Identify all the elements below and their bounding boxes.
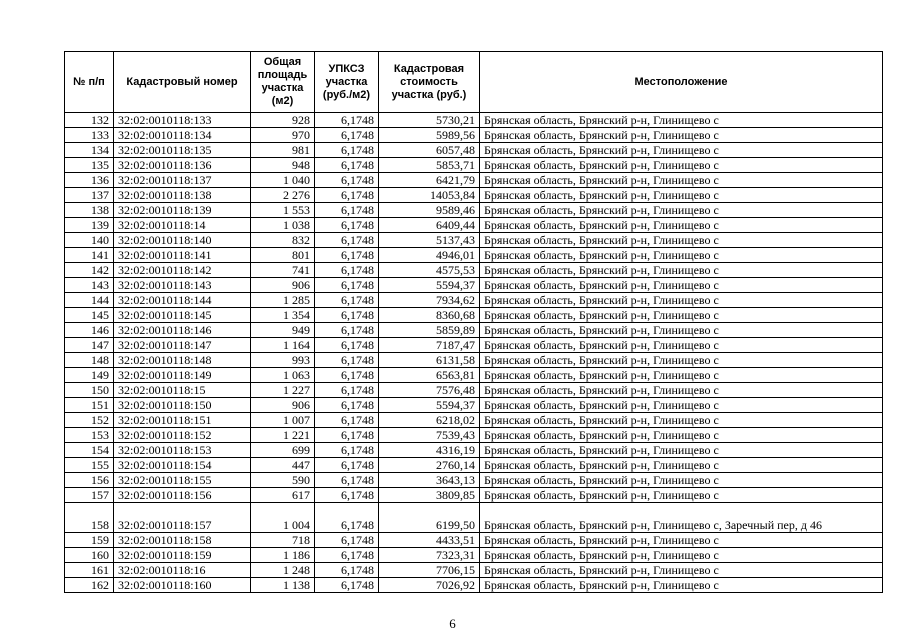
rate-value: 6,1748	[315, 548, 379, 563]
table-row	[65, 383, 883, 398]
area-value: 699	[251, 443, 315, 458]
cadastral-number: 32:02:0010118:155	[114, 473, 251, 488]
area-value: 948	[251, 158, 315, 173]
row-number: 151	[65, 398, 114, 413]
rate-value: 6,1748	[315, 338, 379, 353]
area-value: 801	[251, 248, 315, 263]
cadastral-cost: 6563,81	[379, 368, 480, 383]
row-number: 145	[65, 308, 114, 323]
table-row	[65, 203, 883, 218]
table-row	[65, 443, 883, 458]
table-row	[65, 353, 883, 368]
page-number: 6	[449, 616, 456, 631]
cadastral-cost: 5989,56	[379, 128, 480, 143]
cadastral-cost: 6057,48	[379, 143, 480, 158]
rate-value: 6,1748	[315, 278, 379, 293]
location-text: Брянская область, Брянский р-н, Глинищево с	[480, 233, 883, 248]
table-row	[65, 143, 883, 158]
cadastral-number: 32:02:0010118:141	[114, 248, 251, 263]
location-text: Брянская область, Брянский р-н, Глинищево с	[480, 113, 883, 128]
cadastral-cost: 6131,58	[379, 353, 480, 368]
cadastral-cost: 6199,50	[379, 503, 480, 533]
row-number: 148	[65, 353, 114, 368]
location-text: Брянская область, Брянский р-н, Глинищево с	[480, 308, 883, 323]
area-value: 617	[251, 488, 315, 503]
rate-value: 6,1748	[315, 203, 379, 218]
cadastral-number: 32:02:0010118:157	[114, 503, 251, 533]
location-text: Брянская область, Брянский р-н, Глинищево с	[480, 413, 883, 428]
table-row	[65, 473, 883, 488]
cadastral-number: 32:02:0010118:151	[114, 413, 251, 428]
cadastral-cost: 5853,71	[379, 158, 480, 173]
cadastral-cost: 5594,37	[379, 398, 480, 413]
rate-value: 6,1748	[315, 188, 379, 203]
cadastral-number: 32:02:0010118:158	[114, 533, 251, 548]
rate-value: 6,1748	[315, 143, 379, 158]
cadastral-cost: 4433,51	[379, 533, 480, 548]
rate-value: 6,1748	[315, 503, 379, 533]
row-number: 141	[65, 248, 114, 263]
cadastral-cost: 7323,31	[379, 548, 480, 563]
cadastral-cost: 7576,48	[379, 383, 480, 398]
location-text: Брянская область, Брянский р-н, Глинищево с	[480, 143, 883, 158]
cadastral-cost: 4946,01	[379, 248, 480, 263]
area-value: 993	[251, 353, 315, 368]
location-text: Брянская область, Брянский р-н, Глинищево с	[480, 323, 883, 338]
table-row	[65, 278, 883, 293]
location-text: Брянская область, Брянский р-н, Глинищево с	[480, 278, 883, 293]
area-value: 832	[251, 233, 315, 248]
table-row	[65, 368, 883, 383]
location-text: Брянская область, Брянский р-н, Глинищево с	[480, 353, 883, 368]
area-value: 949	[251, 323, 315, 338]
location-text: Брянская область, Брянский р-н, Глинищево с	[480, 218, 883, 233]
table-row	[65, 458, 883, 473]
cadastral-number: 32:02:0010118:138	[114, 188, 251, 203]
header-location: Местоположение	[480, 52, 883, 113]
rate-value: 6,1748	[315, 158, 379, 173]
rate-value: 6,1748	[315, 383, 379, 398]
cadastral-number: 32:02:0010118:154	[114, 458, 251, 473]
area-value: 1 248	[251, 563, 315, 578]
cadastral-number: 32:02:0010118:149	[114, 368, 251, 383]
header-area: Общая площадь участка (м2)	[251, 52, 315, 113]
rate-value: 6,1748	[315, 413, 379, 428]
cadastral-cost: 6421,79	[379, 173, 480, 188]
table-row	[65, 128, 883, 143]
location-text: Брянская область, Брянский р-н, Глинищево с	[480, 548, 883, 563]
cadastral-number: 32:02:0010118:152	[114, 428, 251, 443]
area-value: 718	[251, 533, 315, 548]
row-number: 136	[65, 173, 114, 188]
area-value: 970	[251, 128, 315, 143]
cadastral-cost: 5730,21	[379, 113, 480, 128]
area-value: 1 354	[251, 308, 315, 323]
area-value: 1 164	[251, 338, 315, 353]
location-text: Брянская область, Брянский р-н, Глинищево с	[480, 293, 883, 308]
table-header-row	[65, 52, 883, 113]
area-value: 906	[251, 278, 315, 293]
table-row	[65, 533, 883, 548]
row-number: 137	[65, 188, 114, 203]
row-number: 139	[65, 218, 114, 233]
table-row	[65, 173, 883, 188]
location-text: Брянская область, Брянский р-н, Глинищево с	[480, 128, 883, 143]
cadastral-number: 32:02:0010118:160	[114, 578, 251, 593]
row-number: 152	[65, 413, 114, 428]
cadastral-number: 32:02:0010118:144	[114, 293, 251, 308]
cadastral-number: 32:02:0010118:16	[114, 563, 251, 578]
rate-value: 6,1748	[315, 473, 379, 488]
rate-value: 6,1748	[315, 488, 379, 503]
cadastral-cost: 6218,02	[379, 413, 480, 428]
area-value: 1 004	[251, 503, 315, 533]
row-number: 140	[65, 233, 114, 248]
cadastral-number: 32:02:0010118:135	[114, 143, 251, 158]
cadastral-cost: 5859,89	[379, 323, 480, 338]
rate-value: 6,1748	[315, 308, 379, 323]
row-number: 147	[65, 338, 114, 353]
location-text: Брянская область, Брянский р-н, Глинищево с	[480, 338, 883, 353]
rate-value: 6,1748	[315, 218, 379, 233]
rate-value: 6,1748	[315, 263, 379, 278]
cadastral-number: 32:02:0010118:14	[114, 218, 251, 233]
table-row	[65, 413, 883, 428]
rate-value: 6,1748	[315, 293, 379, 308]
location-text: Брянская область, Брянский р-н, Глинищево с	[480, 158, 883, 173]
location-text: Брянская область, Брянский р-н, Глинищево с	[480, 383, 883, 398]
location-text: Брянская область, Брянский р-н, Глинищево с	[480, 488, 883, 503]
cadastral-number: 32:02:0010118:139	[114, 203, 251, 218]
cadastral-cost: 7706,15	[379, 563, 480, 578]
cadastral-cost: 7187,47	[379, 338, 480, 353]
cadastral-number: 32:02:0010118:146	[114, 323, 251, 338]
area-value: 1 227	[251, 383, 315, 398]
rate-value: 6,1748	[315, 113, 379, 128]
cadastral-number: 32:02:0010118:156	[114, 488, 251, 503]
cadastral-cost: 4316,19	[379, 443, 480, 458]
header-rate: УПКСЗ участка (руб./м2)	[315, 52, 379, 113]
rate-value: 6,1748	[315, 323, 379, 338]
location-text: Брянская область, Брянский р-н, Глинищево с	[480, 368, 883, 383]
cadastral-cost: 7026,92	[379, 578, 480, 593]
row-number: 138	[65, 203, 114, 218]
rate-value: 6,1748	[315, 233, 379, 248]
cadastral-number: 32:02:0010118:148	[114, 353, 251, 368]
cadastral-number: 32:02:0010118:140	[114, 233, 251, 248]
rate-value: 6,1748	[315, 443, 379, 458]
cadastral-number: 32:02:0010118:142	[114, 263, 251, 278]
row-number: 143	[65, 278, 114, 293]
area-value: 906	[251, 398, 315, 413]
cadastral-cost: 6409,44	[379, 218, 480, 233]
location-text: Брянская область, Брянский р-н, Глинищево с	[480, 533, 883, 548]
table-row	[65, 428, 883, 443]
cadastral-number: 32:02:0010118:136	[114, 158, 251, 173]
rate-value: 6,1748	[315, 128, 379, 143]
cadastral-cost: 3643,13	[379, 473, 480, 488]
row-number: 146	[65, 323, 114, 338]
rate-value: 6,1748	[315, 173, 379, 188]
table-body	[65, 113, 883, 593]
area-value: 1 221	[251, 428, 315, 443]
area-value: 1 007	[251, 413, 315, 428]
rate-value: 6,1748	[315, 398, 379, 413]
location-text: Брянская область, Брянский р-н, Глинищево с	[480, 263, 883, 278]
table-row	[65, 188, 883, 203]
location-text: Брянская область, Брянский р-н, Глинищево с	[480, 473, 883, 488]
row-number: 150	[65, 383, 114, 398]
table-row	[65, 488, 883, 503]
row-number: 154	[65, 443, 114, 458]
location-text: Брянская область, Брянский р-н, Глинищево с	[480, 458, 883, 473]
location-text: Брянская область, Брянский р-н, Глинищево с	[480, 443, 883, 458]
cadastral-cost: 9589,46	[379, 203, 480, 218]
row-number: 149	[65, 368, 114, 383]
cadastral-number: 32:02:0010118:150	[114, 398, 251, 413]
area-value: 928	[251, 113, 315, 128]
row-number: 159	[65, 533, 114, 548]
rate-value: 6,1748	[315, 428, 379, 443]
table-row	[65, 233, 883, 248]
table-row	[65, 308, 883, 323]
area-value: 590	[251, 473, 315, 488]
cadastral-cost: 5137,43	[379, 233, 480, 248]
table-row	[65, 113, 883, 128]
rate-value: 6,1748	[315, 533, 379, 548]
row-number: 162	[65, 578, 114, 593]
cadastral-cost: 2760,14	[379, 458, 480, 473]
area-value: 1 138	[251, 578, 315, 593]
header-cadastral-cost: Кадастровая стоимость участка (руб.)	[379, 52, 480, 113]
cadastral-cost: 14053,84	[379, 188, 480, 203]
cadastral-number: 32:02:0010118:15	[114, 383, 251, 398]
cadastral-cost: 5594,37	[379, 278, 480, 293]
cadastral-value-table	[64, 51, 883, 593]
cadastral-number: 32:02:0010118:137	[114, 173, 251, 188]
row-number: 160	[65, 548, 114, 563]
location-text: Брянская область, Брянский р-н, Глинищево с	[480, 203, 883, 218]
row-number: 155	[65, 458, 114, 473]
cadastral-number: 32:02:0010118:159	[114, 548, 251, 563]
cadastral-number: 32:02:0010118:147	[114, 338, 251, 353]
rate-value: 6,1748	[315, 563, 379, 578]
area-value: 741	[251, 263, 315, 278]
row-number: 161	[65, 563, 114, 578]
table-row	[65, 548, 883, 563]
row-number: 133	[65, 128, 114, 143]
cadastral-number: 32:02:0010118:145	[114, 308, 251, 323]
area-value: 981	[251, 143, 315, 158]
area-value: 1 063	[251, 368, 315, 383]
table-row	[65, 563, 883, 578]
table-row	[65, 293, 883, 308]
rate-value: 6,1748	[315, 458, 379, 473]
cadastral-number: 32:02:0010118:133	[114, 113, 251, 128]
table-row	[65, 248, 883, 263]
table-row	[65, 338, 883, 353]
location-text: Брянская область, Брянский р-н, Глинищево с	[480, 563, 883, 578]
location-text: Брянская область, Брянский р-н, Глинищево с	[480, 188, 883, 203]
row-number: 157	[65, 488, 114, 503]
table-row	[65, 578, 883, 593]
table-row	[65, 503, 883, 533]
area-value: 447	[251, 458, 315, 473]
area-value: 1 553	[251, 203, 315, 218]
row-number: 134	[65, 143, 114, 158]
area-value: 2 276	[251, 188, 315, 203]
cadastral-number: 32:02:0010118:153	[114, 443, 251, 458]
area-value: 1 285	[251, 293, 315, 308]
cadastral-number: 32:02:0010118:143	[114, 278, 251, 293]
row-number: 132	[65, 113, 114, 128]
area-value: 1 038	[251, 218, 315, 233]
row-number: 158	[65, 503, 114, 533]
row-number: 156	[65, 473, 114, 488]
table-row	[65, 218, 883, 233]
cadastral-cost: 8360,68	[379, 308, 480, 323]
table-row	[65, 398, 883, 413]
area-value: 1 040	[251, 173, 315, 188]
location-text: Брянская область, Брянский р-н, Глинищево с	[480, 173, 883, 188]
cadastral-cost: 7934,62	[379, 293, 480, 308]
row-number: 142	[65, 263, 114, 278]
row-number: 153	[65, 428, 114, 443]
row-number: 144	[65, 293, 114, 308]
rate-value: 6,1748	[315, 368, 379, 383]
cadastral-cost: 7539,43	[379, 428, 480, 443]
header-cadastral-number: Кадастровый номер	[114, 52, 251, 113]
table-row	[65, 158, 883, 173]
area-value: 1 186	[251, 548, 315, 563]
table-row	[65, 263, 883, 278]
table-row	[65, 323, 883, 338]
rate-value: 6,1748	[315, 353, 379, 368]
cadastral-number: 32:02:0010118:134	[114, 128, 251, 143]
location-text: Брянская область, Брянский р-н, Глинищево с	[480, 398, 883, 413]
location-text: Брянская область, Брянский р-н, Глинищево с	[480, 578, 883, 593]
location-text: Брянская область, Брянский р-н, Глинищево с	[480, 428, 883, 443]
header-num: № п/п	[65, 52, 114, 113]
row-number: 135	[65, 158, 114, 173]
rate-value: 6,1748	[315, 578, 379, 593]
cadastral-cost: 4575,53	[379, 263, 480, 278]
location-text: Брянская область, Брянский р-н, Глинищево с, Заречный пер, д 46	[480, 503, 883, 533]
rate-value: 6,1748	[315, 248, 379, 263]
location-text: Брянская область, Брянский р-н, Глинищево с	[480, 248, 883, 263]
cadastral-cost: 3809,85	[379, 488, 480, 503]
